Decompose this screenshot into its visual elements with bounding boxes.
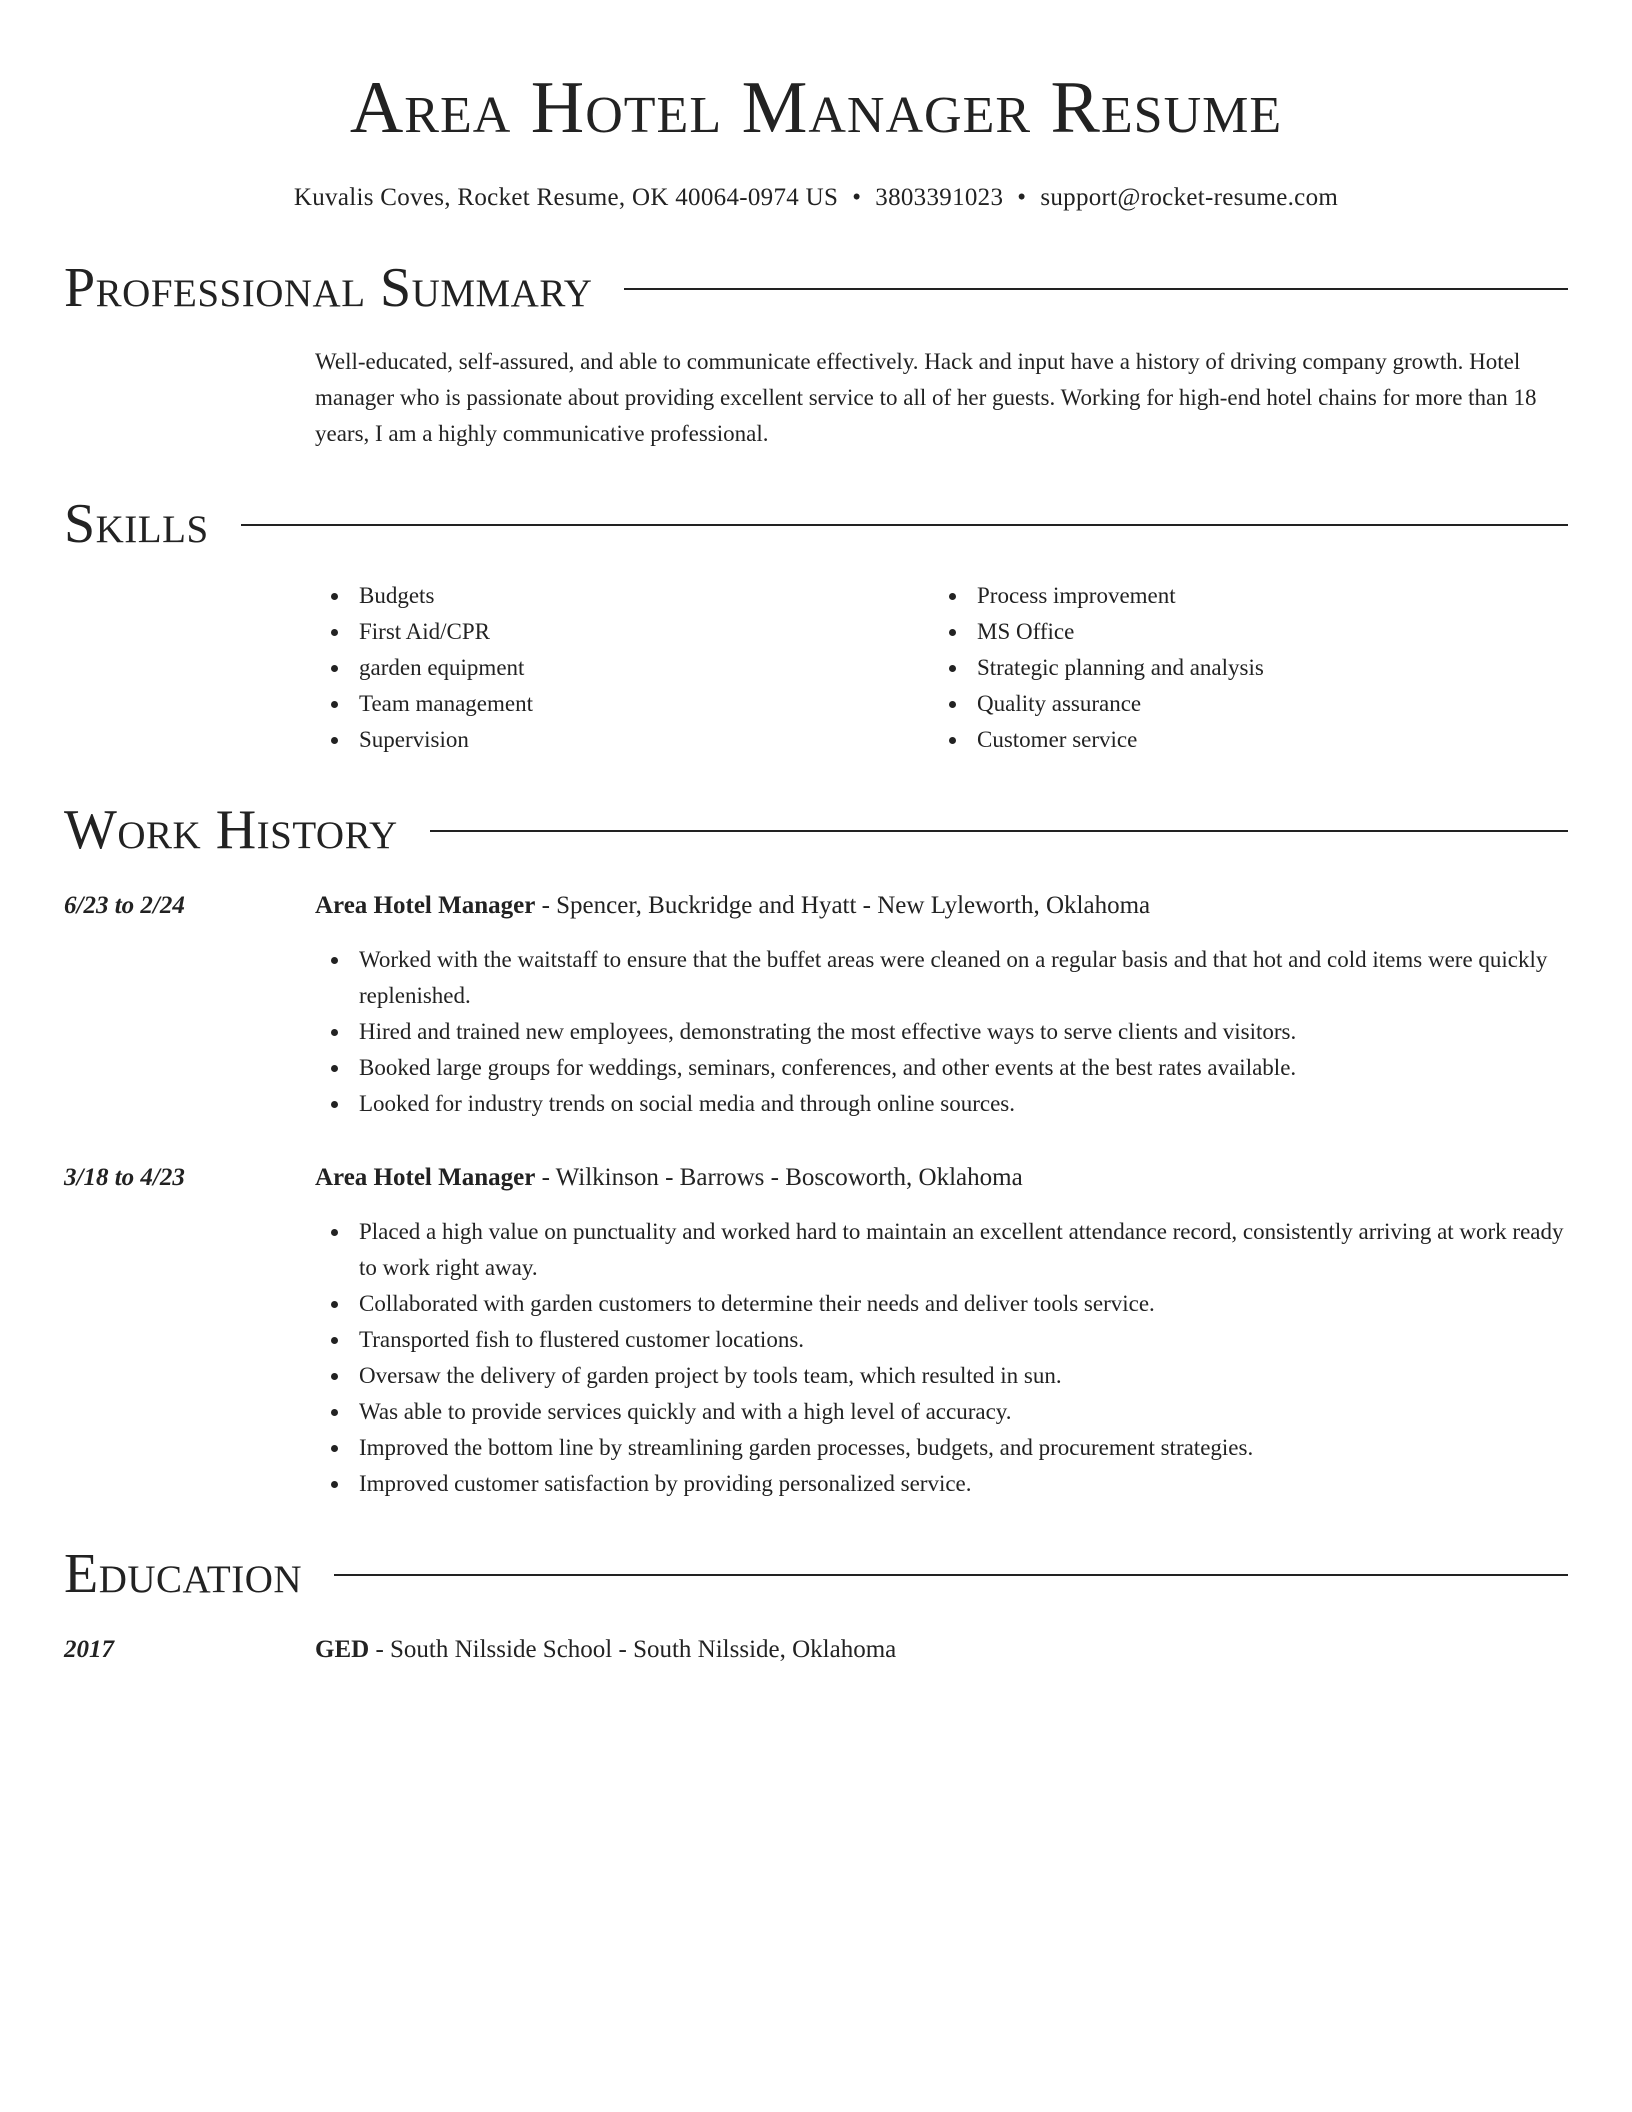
work-section-header [64,798,1568,862]
contact-separator: • [852,184,862,211]
skills-list [315,578,1568,758]
summary-text: Well-educated, self-assured, and able to communicate effectively. Hack and input have a history of driving company growth. Hotel manager who is passionate about providing excellent service to all of her guests. Working for high-end hotel chains for more than 18 years, I am a highly communicative professional. [315,349,1537,446]
skill-item: Customer service [933,722,1551,758]
work-section-title: Work History [64,799,398,861]
work-entry [64,1160,1568,1502]
work-dates: 3/18 to 4/23 [64,1164,185,1191]
work-bullet: Improved customer satisfaction by providing personalized service. [315,1466,1568,1502]
skill-item: MS Office [933,614,1551,650]
work-dates: 6/23 to 2/24 [64,892,185,919]
section-divider [241,524,1568,526]
skills-column-left [315,578,933,758]
education-entry [64,1632,1568,1668]
skill-item: garden equipment [315,650,933,686]
skill-item: Quality assurance [933,686,1551,722]
work-bullets [315,1214,1568,1502]
work-bullet: Booked large groups for weddings, seminars, conferences, and other events at the best rates available. [315,1050,1568,1086]
contact-separator: • [1017,184,1027,211]
work-bullets [315,942,1568,1122]
skills-section-header [64,492,1568,556]
contact-phone: 3803391023 [875,184,1004,211]
skill-item: Process improvement [933,578,1551,614]
work-heading [315,888,1568,924]
education-section-title: Education [64,1543,303,1605]
education-degree: GED [315,1636,370,1663]
section-divider [430,830,1568,832]
section-divider [624,288,1568,290]
work-bullet: Placed a high value on punctuality and worked hard to maintain an excellent attendance record, consistently arriving at work ready to work right away. [315,1214,1568,1286]
work-bullet: Hired and trained new employees, demonstrating the most effective ways to serve clients and visitors. [315,1014,1568,1050]
contact-line [64,180,1568,216]
skill-item: Strategic planning and analysis [933,650,1551,686]
education-section-header [64,1542,1568,1606]
work-role: Area Hotel Manager [315,892,536,919]
work-bullet: Oversaw the delivery of garden project by tools team, which resulted in sun. [315,1358,1568,1394]
work-entry [64,888,1568,1122]
skills-section-title: Skills [64,493,209,555]
education-content [315,1632,1568,1668]
education-school: - South Nilsside School - South Nilsside, Oklahoma [369,1636,897,1663]
summary-section-title: Professional Summary [64,257,593,319]
education-year: 2017 [64,1636,114,1663]
work-content [315,888,1568,1122]
work-heading [315,1160,1568,1196]
resume-title: Area Hotel Manager Resume [349,67,1283,149]
contact-address: Kuvalis Coves, Rocket Resume, OK 40064-0974 US [293,184,839,211]
work-bullet: Worked with the waitstaff to ensure that the buffet areas were cleaned on a regular basis and that hot and cold items were quickly replenished. [315,942,1568,1014]
work-employer: - Spencer, Buckridge and Hyatt - New Lyleworth, Oklahoma [535,892,1151,919]
section-divider [334,1574,1568,1576]
work-bullet: Collaborated with garden customers to determine their needs and deliver tools service. [315,1286,1568,1322]
work-bullet: Was able to provide services quickly and with a high level of accuracy. [315,1394,1568,1430]
skill-item: Budgets [315,578,933,614]
work-content [315,1160,1568,1502]
education-heading [315,1632,1568,1668]
skill-item: Team management [315,686,933,722]
work-bullet: Transported fish to flustered customer locations. [315,1322,1568,1358]
work-employer: - Wilkinson - Barrows - Boscoworth, Oklahoma [535,1164,1023,1191]
work-bullet: Improved the bottom line by streamlining garden processes, budgets, and procurement strategies. [315,1430,1568,1466]
summary-section-header [64,256,1568,320]
skill-item: Supervision [315,722,933,758]
skills-column-right [933,578,1551,758]
skill-item: First Aid/CPR [315,614,933,650]
work-role: Area Hotel Manager [315,1164,536,1191]
work-bullet: Looked for industry trends on social media and through online sources. [315,1086,1568,1122]
contact-email: support@rocket-resume.com [1040,184,1339,211]
